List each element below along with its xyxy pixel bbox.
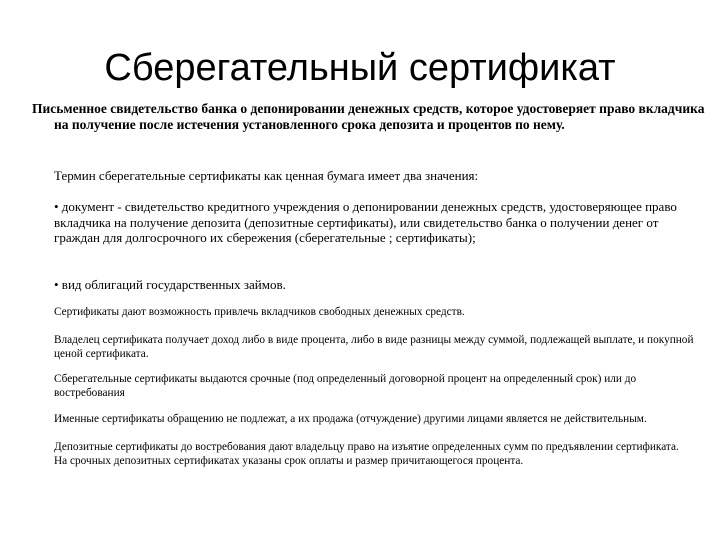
note-5: Депозитные сертификаты до востребования дают владельцу право на изъятие определенных сумм по предъявлении сертификата. На срочных депозитных сертификатах указаны срок оплаты и размер причитающегося процента. — [54, 441, 679, 467]
definition-text: Письменное свидетельство банка о депонировании денежных средств, которое удостоверяет право вкладчика на получение после истечения установленного срока депозита и процентов по нему. — [32, 101, 705, 132]
note-3: Сберегательные сертификаты выдаются срочные (под определенный договорной процент на определенный срок) или до востребования — [54, 373, 637, 399]
meaning-item-2: • вид облигаций государственных займов. — [54, 277, 286, 292]
slide-title: Сберегательный сертификат — [104, 47, 616, 89]
note-2: Владелец сертификата получает доход либо в виде процента, либо в виде разницы между суммой, подлежащей выплате, и покупной ценой сертификата. — [54, 334, 694, 360]
note-4: Именные сертификаты обращению не подлежат, а их продажа (отчуждение) другими лицами является не действительным. — [54, 413, 647, 425]
note-1: Сертификаты дают возможность привлечь вкладчиков свободных денежных средств. — [54, 306, 465, 318]
term-intro: Термин сберегательные сертификаты как ценная бумага имеет два значения: — [54, 168, 479, 183]
meaning-item-1: • документ - свидетельство кредитного учреждения о депонировании денежных средств, удостоверяющее право вкладчика на получение депозита (депозитные сертификаты), или свидетельство банка о получении денег от граждан для долгосрочного их сбережения (сберегательные ; сертификаты); — [54, 199, 677, 245]
